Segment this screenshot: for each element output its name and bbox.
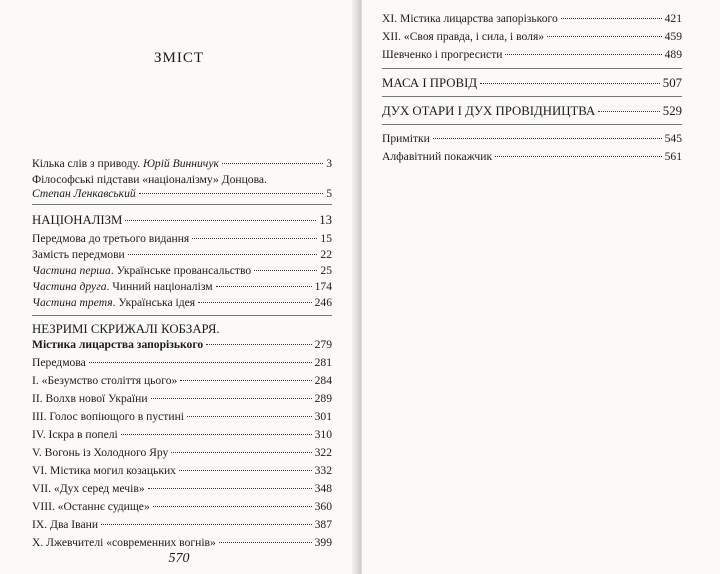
entry-label: VIII. «Останнє судище»	[32, 500, 150, 513]
toc-section-masa-i-provid	[382, 76, 682, 90]
entry-label: X. Лжевчителі «современних вогнів»	[32, 536, 216, 549]
entry-label: VII. «Дух серед мечів»	[32, 482, 145, 495]
entry-page: 281	[314, 356, 332, 369]
leader-dots	[179, 470, 312, 471]
leader-dots	[139, 193, 324, 194]
toc-entry-chapter-1	[32, 374, 332, 388]
entry-label: Примітки	[382, 132, 430, 145]
entry-page: 22	[320, 248, 332, 261]
leader-dots	[101, 524, 312, 525]
entry-author: Степан Ленкавський	[32, 187, 136, 200]
toc-section-dukh-otary	[382, 104, 682, 118]
entry-page: 529	[662, 104, 682, 118]
toc-entry-chapter-8	[32, 500, 332, 514]
section-divider	[382, 96, 682, 97]
toc-entry-foreword-note	[32, 157, 332, 171]
entry-label: Передмова	[32, 356, 86, 369]
entry-page: 25	[320, 264, 332, 277]
entry-page: 13	[319, 213, 332, 227]
entry-page: 360	[314, 500, 332, 513]
leader-dots	[433, 138, 662, 139]
entry-page: 289	[314, 392, 332, 405]
entry-page: 5	[326, 187, 332, 200]
toc-entry-shevchenko	[382, 48, 682, 62]
entry-page: 246	[314, 296, 332, 309]
section-title: МАСА І ПРОВІД	[382, 76, 478, 90]
entry-page: 332	[314, 464, 332, 477]
toc-entry-chapter-7	[32, 482, 332, 496]
entry-author: Юрій Винничук	[142, 157, 219, 170]
leader-dots	[187, 416, 312, 417]
entry-label: V. Вогонь із Холодного Яру	[32, 446, 169, 459]
entry-page: 174	[314, 280, 332, 293]
entry-label: . Українське провансальство	[110, 264, 252, 277]
entry-label: . Українська ідея	[112, 296, 196, 309]
entry-part: Частина третя	[32, 296, 113, 309]
toc-section-kobzar-title: НЕЗРИМІ СКРИЖАЛІ КОБЗАРЯ.	[32, 322, 220, 336]
contents-title: ЗМІСТ	[153, 50, 204, 66]
entry-label: . Чинний націоналізм	[106, 280, 213, 293]
leader-dots	[505, 54, 661, 55]
toc-entry-chapter-3	[32, 410, 332, 424]
toc-entry-preface	[32, 356, 332, 370]
entry-page: 507	[662, 76, 682, 90]
entry-page: 279	[314, 338, 332, 351]
section-title: НАЦІОНАЛІЗМ	[32, 213, 123, 227]
left-page	[0, 0, 358, 574]
toc-entry-chapter-12	[382, 30, 682, 44]
toc-entry-chapter-11	[382, 12, 682, 26]
entry-page: 387	[314, 518, 332, 531]
toc-entry-instead-of-preface	[32, 248, 332, 262]
entry-label: VI. Містика могил козацьких	[32, 464, 176, 477]
entry-page: 284	[314, 374, 332, 387]
entry-page: 310	[314, 428, 332, 441]
leader-dots	[547, 36, 662, 37]
toc-entry-part-one	[32, 264, 332, 278]
toc-entry-notes	[382, 132, 682, 146]
leader-dots	[128, 254, 318, 255]
leader-dots	[254, 270, 317, 271]
section-divider	[32, 315, 332, 316]
toc-entry-chapter-5	[32, 446, 332, 460]
toc-entry-chapter-2	[32, 392, 332, 406]
entry-page: 489	[664, 48, 682, 61]
leader-dots	[219, 542, 312, 543]
toc-entry-chapter-4	[32, 428, 332, 442]
entry-page: 301	[314, 410, 332, 423]
entry-label: Алфавітний покажчик	[382, 150, 493, 163]
entry-label: XI. Містика лицарства запорізького	[382, 12, 558, 25]
entry-page: 561	[664, 150, 682, 163]
leader-dots	[121, 434, 312, 435]
leader-dots	[153, 506, 312, 507]
toc-entry-part-two	[32, 280, 332, 294]
entry-part: Частина перша	[32, 264, 111, 277]
toc-entry-third-edition-preface	[32, 232, 332, 246]
entry-page: 545	[664, 132, 682, 145]
leader-dots	[222, 163, 323, 164]
leader-dots	[151, 398, 312, 399]
leader-dots	[480, 83, 660, 84]
entry-label: І. «Безумство століття цього»	[32, 374, 178, 387]
toc-entry-philosophy-line1: Філософські підстави «націоналізму» Донцова.	[32, 173, 267, 186]
entry-label: IV. Іскра в попелі	[32, 428, 118, 441]
leader-dots	[216, 286, 312, 287]
entry-page: 421	[664, 12, 682, 25]
section-divider	[382, 124, 682, 125]
entry-label: Шевченко і прогресисти	[382, 48, 503, 61]
entry-label: ІІ. Волхв нової України	[32, 392, 148, 405]
entry-page: 3	[326, 157, 332, 170]
leader-dots	[180, 380, 311, 381]
leader-dots	[495, 156, 662, 157]
toc-section-nationalism	[32, 213, 332, 227]
leader-dots	[125, 220, 316, 221]
entry-page: 322	[314, 446, 332, 459]
section-divider	[32, 204, 332, 205]
entry-page: 459	[664, 30, 682, 43]
entry-label: IX. Два Івани	[32, 518, 99, 531]
leader-dots	[198, 302, 311, 303]
entry-label: Замість передмови	[32, 248, 125, 261]
section-title: ДУХ ОТАРИ І ДУХ ПРОВІДНИЦТВА	[382, 104, 596, 118]
leader-dots	[89, 362, 312, 363]
entry-page: 15	[320, 232, 332, 245]
toc-entry-chapter-9	[32, 518, 332, 532]
leader-dots	[192, 238, 317, 239]
entry-label: Передмова до третього видання	[32, 232, 190, 245]
entry-label: ІІІ. Голос вопіющого в пустині	[32, 410, 185, 423]
leader-dots	[598, 111, 660, 112]
right-page	[362, 0, 720, 574]
entry-label: Кілька слів з приводу.	[32, 157, 143, 170]
page-number: 570	[168, 551, 190, 566]
toc-entry-chapter-6	[32, 464, 332, 478]
entry-label: Містика лицарства запорізького	[32, 338, 204, 351]
entry-page: 348	[314, 482, 332, 495]
toc-entry-index	[382, 150, 682, 164]
leader-dots	[171, 452, 311, 453]
leader-dots	[206, 344, 311, 345]
entry-part: Частина друга	[32, 280, 107, 293]
toc-entry-part-three	[32, 296, 332, 310]
entry-page: 399	[314, 536, 332, 549]
toc-section-kobzar-subtitle	[32, 338, 332, 352]
toc-entry-chapter-10	[32, 536, 332, 550]
section-divider	[382, 68, 682, 69]
leader-dots	[561, 18, 662, 19]
toc-entry-philosophy-author	[32, 187, 332, 201]
leader-dots	[148, 488, 312, 489]
entry-label: XII. «Своя правда, і сила, і воля»	[382, 30, 545, 43]
